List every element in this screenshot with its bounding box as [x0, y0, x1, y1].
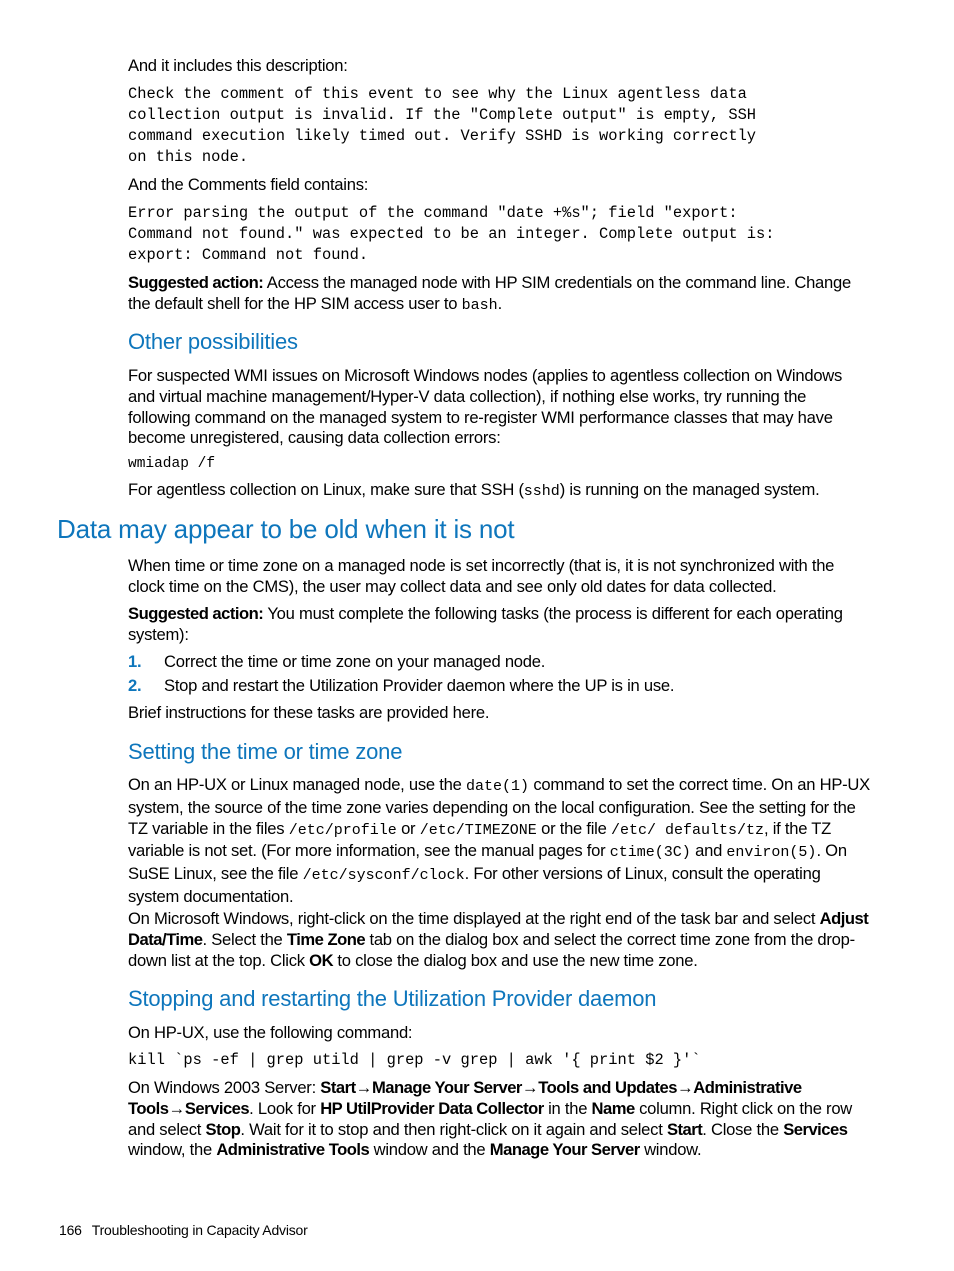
page-footer: [59, 1222, 318, 1238]
list-item-text: Stop and restart the Utilization Provider daemon where the UP is in use.: [164, 676, 675, 695]
arrow-icon: →: [521, 1078, 539, 1097]
inline-code-clock: /etc/sysconf/clock: [302, 867, 465, 885]
list-number: 1.: [128, 652, 142, 671]
wmiadap-code: wmiadap /f: [128, 456, 216, 472]
inline-code-date: date(1): [465, 778, 529, 795]
comments-intro: And the Comments field contains:: [128, 175, 369, 194]
kill-command-code: kill `ps -ef | grep utild | grep -v grep | awk '{ print $2 }'`: [128, 1051, 701, 1069]
description-intro: And it includes this description:: [128, 56, 348, 75]
inline-code-timezone: /etc/TIMEZONE: [419, 821, 537, 839]
heading-other-possibilities: Other possibilities: [128, 329, 298, 354]
suggested-action-paragraph: Suggested action: Access the managed node with HP SIM credentials on the command line. Change the default shell for the HP SIM access user to bash.: [128, 273, 851, 314]
arrow-icon: →: [168, 1098, 185, 1118]
inline-code-ctime: ctime(3C): [609, 844, 691, 862]
windows-time-paragraph: On Microsoft Windows, right-click on the time displayed at the right end of the task bar and select Adjust Data/Time. Select the Time Zone tab on the dialog box and select the correct time zone from the drop-down list at the top. Click OK to close the dialog box and use the new time zone.: [128, 909, 869, 970]
inline-code-defaults-tz: /etc/ defaults/tz: [610, 821, 764, 839]
list-number: 2.: [128, 676, 142, 695]
inline-code-profile: /etc/profile: [288, 821, 397, 839]
wmi-paragraph: For suspected WMI issues on Microsoft Windows nodes (applies to agentless collection on Windows and virtual machine management/Hyper-V data collection), if nothing else works, try running the following command on the managed system to re-register WMI performance classes that may have become unregistered, causing data collection errors:: [128, 366, 843, 448]
hpux-command-intro: On HP-UX, use the following command:: [128, 1023, 413, 1042]
data-old-paragraph: When time or time zone on a managed node is set incorrectly (that is, it is not synchronized with the clock time on the CMS), the user may collect data and see only old dates for data collected.: [128, 556, 835, 596]
heading-setting-time: Setting the time or time zone: [128, 739, 403, 764]
inline-code-environ: environ(5): [726, 844, 817, 862]
heading-data-old: Data may appear to be old when it is not: [57, 514, 515, 544]
comments-code-block: Error parsing the output of the command "date +%s"; field "export: Command not found." was expected to be an integer. Complete output is: export: Command not found.: [128, 204, 775, 264]
inline-code-sshd: sshd: [523, 483, 560, 500]
data-old-suggested-action: Suggested action: You must complete the following tasks (the process is different for each operating system):: [128, 604, 843, 644]
description-code-block: Check the comment of this event to see why the Linux agentless data collection output is invalid. If the "Complete output" is empty, SSH command execution likely timed out. Verify SSHD is working correctly on this node.: [128, 85, 757, 166]
arrow-icon: →: [676, 1078, 694, 1097]
heading-stopping-restarting: Stopping and restarting the Utilization Provider daemon: [128, 986, 657, 1011]
footer-title: Troubleshooting in Capacity Advisor: [91, 1222, 308, 1238]
windows-services-paragraph: On Windows 2003 Server: Start→Manage Your Server→Tools and Updates→Administrative Tools→Services. Look for HP UtilProvider Data Collector in the Name column. Right click on the row and select Stop. Wait for it to stop and then right-click on it again and select Start. Close the Services window, the Administrative Tools window and the Manage Your Server window.: [128, 1078, 853, 1160]
brief-instructions: Brief instructions for these tasks are provided here.: [128, 703, 490, 722]
suggested-action-label: Suggested action:: [128, 604, 264, 623]
suggested-action-label: Suggested action:: [128, 273, 264, 292]
page-number: 166: [59, 1222, 82, 1238]
arrow-icon: →: [355, 1078, 372, 1097]
inline-code-bash: bash: [461, 296, 498, 314]
ssh-paragraph: For agentless collection on Linux, make sure that SSH (sshd) is running on the managed system.: [128, 480, 820, 500]
list-item-text: Correct the time or time zone on your managed node.: [164, 652, 546, 671]
setting-time-paragraph: On an HP-UX or Linux managed node, use the date(1) command to set the correct time. On an HP-UX system, the source of the time zone varies depending on the local configuration. See the setting for the TZ variable in the files /etc/profile or /etc/TIMEZONE or the file /etc/ defaults/tz, if the TZ variable is not set. (For more information, see the manual pages for ctime(3C) and environ(5). On SuSE Linux, see the file /etc/sysconf/clock. For other versions of Linux, consult the operating system documentation.: [128, 775, 870, 906]
